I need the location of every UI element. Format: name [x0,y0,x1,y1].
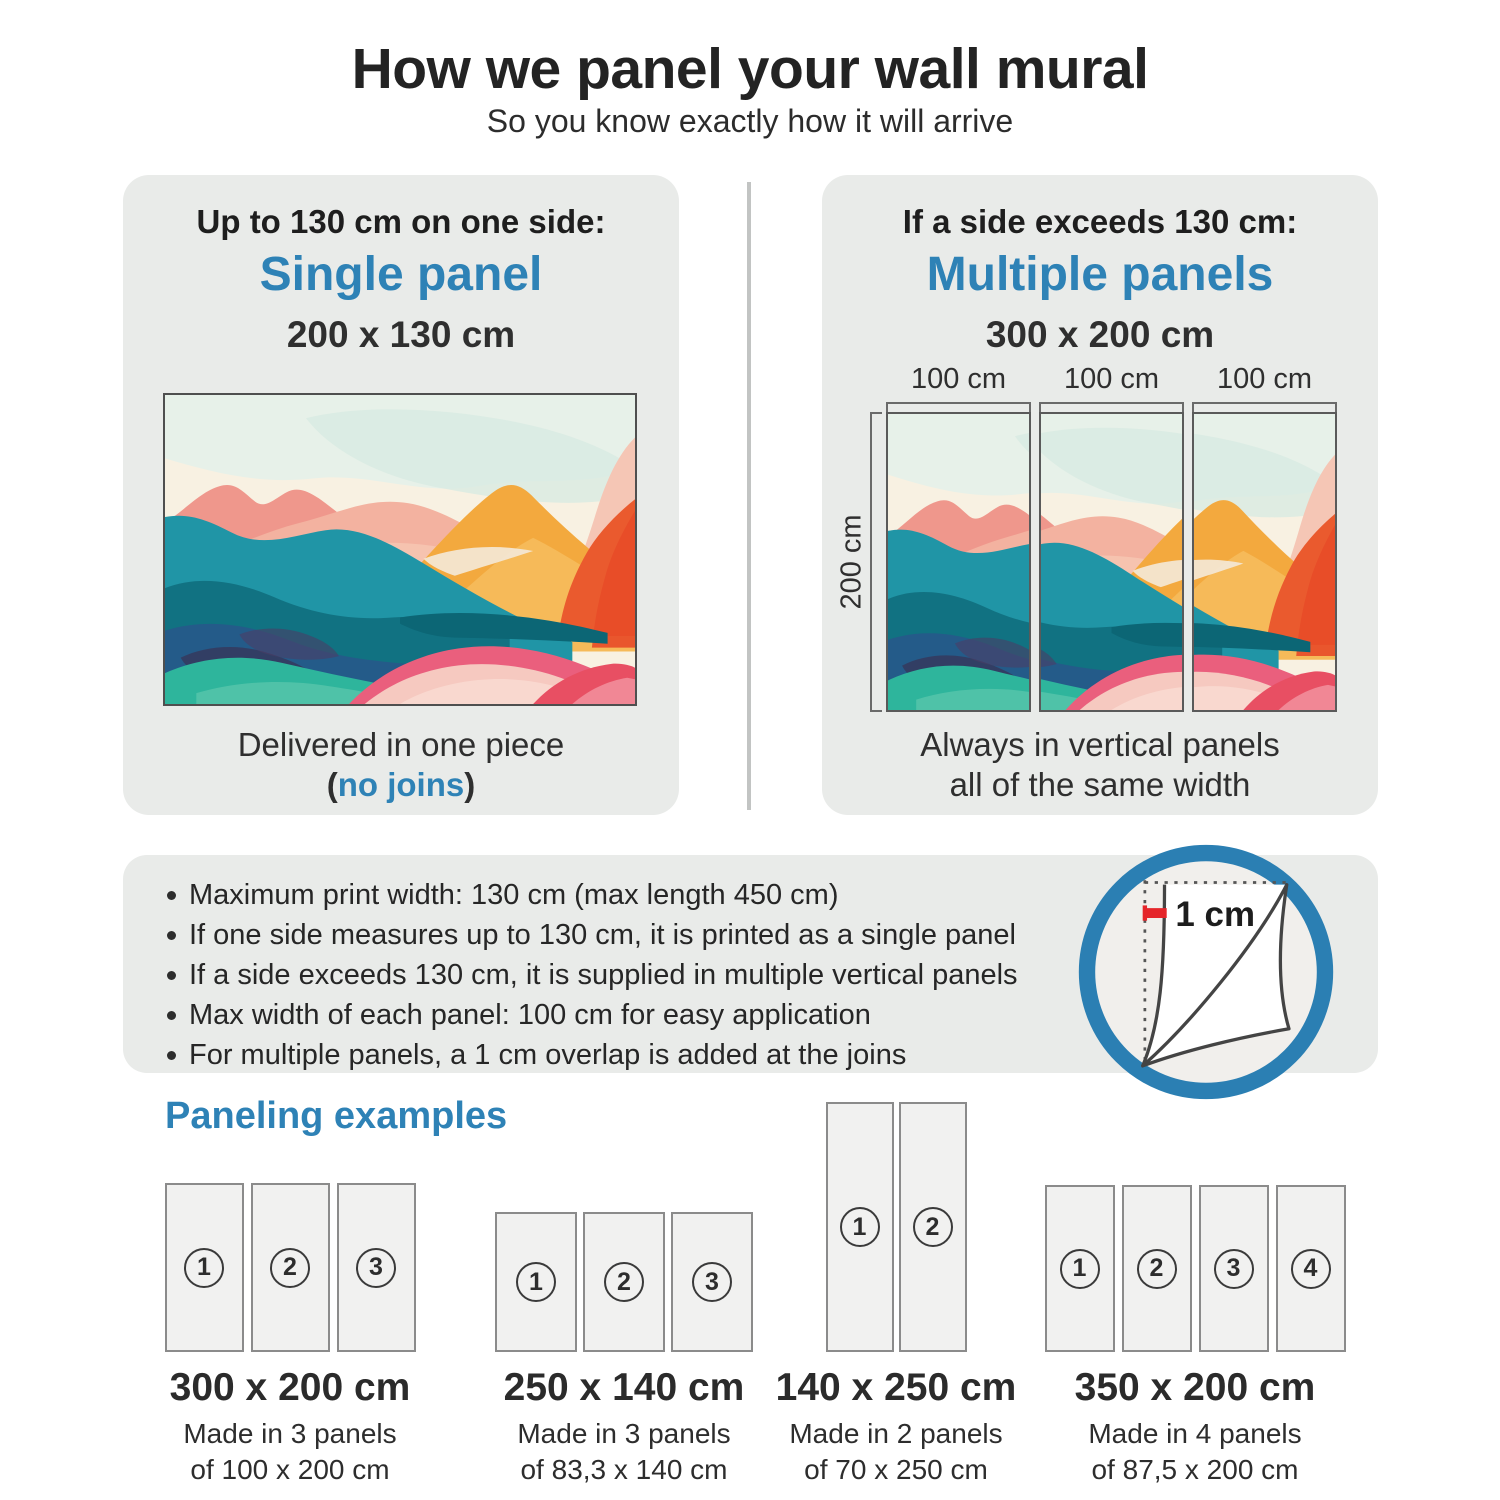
example-size: 300 x 200 cm [169,1366,411,1409]
panel-number-badge: 1 [184,1248,224,1288]
multiple-name: Multiple panels [926,248,1274,301]
example-description: Made in 4 panels of 87,5 x 200 cm [1088,1418,1302,1485]
example-panel [1199,1185,1269,1352]
single-footer [123,725,679,806]
note-bullet: If one side measures up to 130 cm, it is printed as a single panel [163,915,1048,955]
single-footer-line1: Delivered in one piece [237,726,565,763]
panel-number-badge: 2 [913,1207,953,1247]
page-subtitle: So you know exactly how it will arrive [486,103,1014,139]
example-description: Made in 2 panels of 70 x 250 cm [789,1418,1003,1485]
note-bullet: For multiple panels, a 1 cm overlap is added at the joins [163,1035,1048,1075]
width-bracket [886,402,1031,412]
example-panel [495,1212,577,1352]
width-label-2: 100 cm [1063,363,1160,395]
width-measure-brackets [886,402,1337,412]
example-size: 140 x 250 cm [775,1366,1017,1409]
example-panel [165,1183,244,1352]
width-bracket [1039,402,1184,412]
width-label-1: 100 cm [910,363,1007,395]
mural-panel-1 [886,412,1031,712]
example-panel [251,1183,330,1352]
single-name: Single panel [259,248,543,301]
panel-number-badge: 3 [1214,1249,1254,1289]
paren-close: ) [464,766,476,804]
example-350x200 [1035,1090,1355,1488]
mural-panel-3 [1192,412,1337,712]
example-panel [1276,1185,1346,1352]
overlap-page-curl-icon [1075,841,1337,1103]
single-mural-image [163,393,637,706]
card-divider [747,182,751,810]
single-size: 200 x 130 cm [286,314,516,355]
panel-number-badge: 1 [840,1207,880,1247]
panel-width-labels [886,363,1337,396]
example-size: 250 x 140 cm [503,1366,745,1409]
example-140x250 [736,1090,1056,1488]
page-title: How we panel your wall mural [351,37,1149,101]
panel-number-badge: 3 [356,1248,396,1288]
example-panel [826,1102,894,1352]
height-label: 200 cm [835,514,868,610]
single-footer-line2 [123,765,679,805]
overlap-label: 1 cm [1175,895,1256,935]
note-bullet: Maximum print width: 130 cm (max length 450 cm) [163,875,1048,915]
panel-number-badge: 1 [1060,1249,1100,1289]
note-bullet: If a side exceeds 130 cm, it is supplied in multiple vertical panels [163,955,1048,995]
example-panels [1035,1090,1355,1352]
example-300x200 [130,1090,450,1488]
notes-panel [123,855,1378,1073]
height-measure-bracket [870,412,882,712]
example-panel [583,1212,665,1352]
multiple-footer-line1: Always in vertical panels [920,726,1280,763]
example-description: Made in 3 panels of 100 x 200 cm [183,1418,397,1485]
multiple-condition: If a side exceeds 130 cm: [902,203,1298,240]
note-bullet: Max width of each panel: 100 cm for easy application [163,995,1048,1035]
example-panel [337,1183,416,1352]
paren-open: ( [326,766,338,804]
mural-panel-2 [1039,412,1184,712]
example-panel [1045,1185,1115,1352]
example-panels [736,1090,1056,1352]
example-description: Made in 3 panels of 83,3 x 140 cm [517,1418,731,1485]
single-condition: Up to 130 cm on one side: [196,203,606,240]
example-panels [130,1090,450,1352]
panel-number-badge: 2 [604,1262,644,1302]
panel-number-badge: 1 [516,1262,556,1302]
width-label-3: 100 cm [1216,363,1313,395]
panel-number-badge: 2 [1137,1249,1177,1289]
multiple-size: 300 x 200 cm [985,314,1215,355]
mural-panels [886,412,1337,712]
example-size: 350 x 200 cm [1074,1366,1316,1409]
no-joins-highlight: no joins [337,766,465,804]
example-panel [1122,1185,1192,1352]
examples-heading: Paneling examples [165,1095,508,1137]
panel-number-badge: 2 [270,1248,310,1288]
panel-number-badge: 3 [692,1262,732,1302]
width-bracket [1192,402,1337,412]
multiple-panels-card [822,175,1378,815]
panel-number-badge: 4 [1291,1249,1331,1289]
example-panel [899,1102,967,1352]
multiple-footer-line2: all of the same width [949,766,1251,804]
single-panel-card [123,175,679,815]
multiple-footer [822,725,1378,806]
